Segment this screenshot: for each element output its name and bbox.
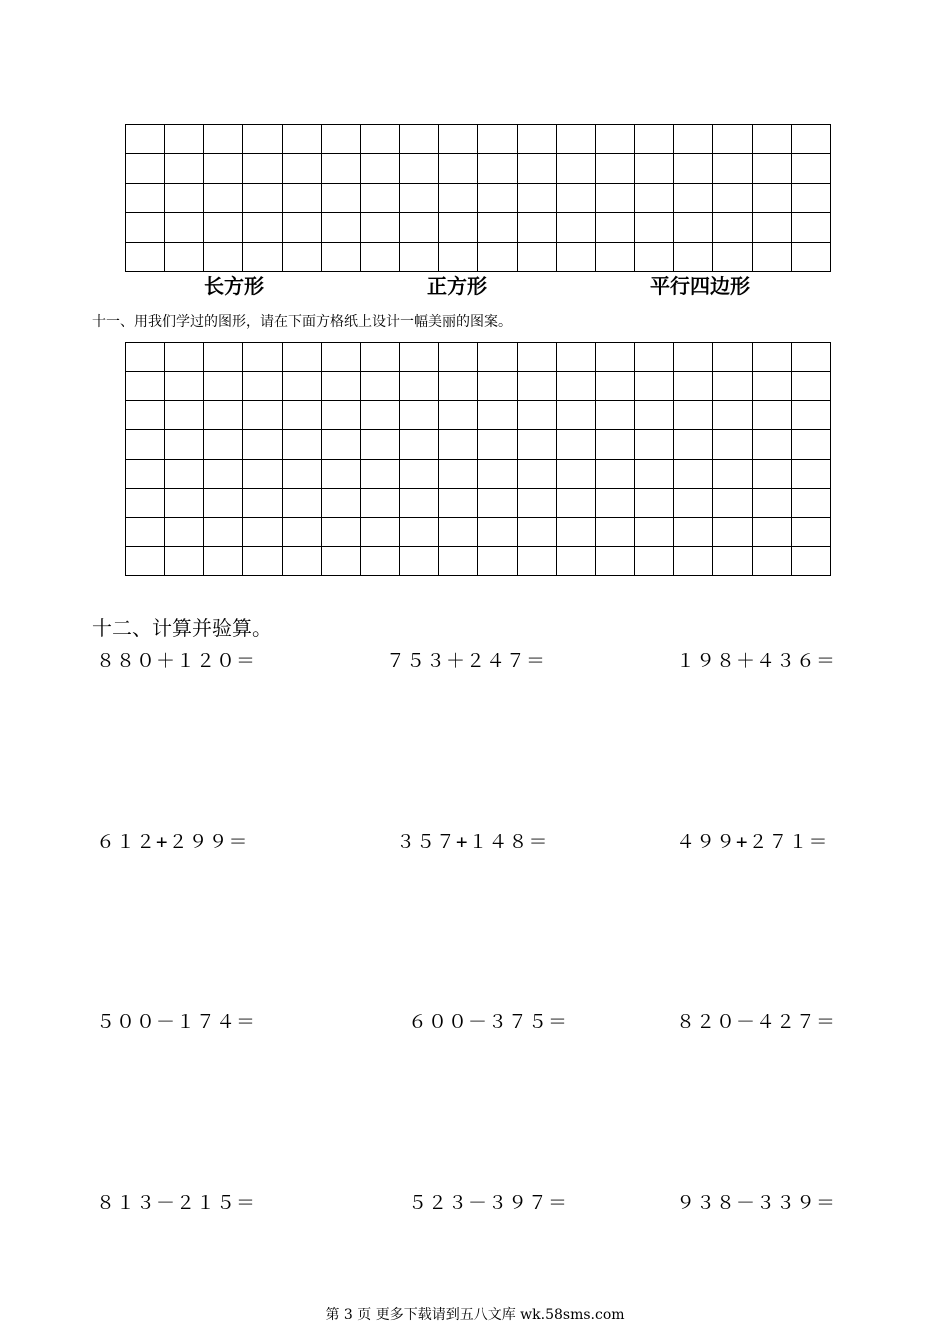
grid-cell — [752, 125, 791, 154]
grid-cell — [752, 401, 791, 430]
grid-cell — [243, 401, 282, 430]
grid-cell — [321, 401, 360, 430]
grid-cell — [360, 430, 399, 459]
grid-cell — [126, 372, 165, 401]
grid-cell — [556, 154, 595, 183]
grid-cell — [165, 459, 204, 488]
grid-cell — [400, 546, 439, 575]
grid-cell — [400, 183, 439, 212]
grid-cell — [517, 546, 556, 575]
equation-1-3: １９８＋４３６＝ — [676, 650, 837, 672]
grid-cell — [517, 183, 556, 212]
grid-cell — [126, 488, 165, 517]
grid-cell — [674, 183, 713, 212]
grid-row — [126, 213, 831, 242]
grid-cell — [478, 242, 517, 271]
grid-cell — [478, 546, 517, 575]
grid-cell — [674, 372, 713, 401]
grid-cell — [556, 372, 595, 401]
grid-cell — [635, 401, 674, 430]
grid-cell — [400, 343, 439, 372]
grid-cell — [126, 242, 165, 271]
grid-cell — [321, 430, 360, 459]
grid-cell — [439, 213, 478, 242]
grid-cell — [165, 372, 204, 401]
grid-cell — [791, 213, 830, 242]
grid-cell — [439, 242, 478, 271]
grid-cell — [517, 242, 556, 271]
grid-cell — [165, 183, 204, 212]
grid-cell — [321, 343, 360, 372]
grid-cell — [791, 430, 830, 459]
grid-cell — [713, 242, 752, 271]
grid-cell — [243, 183, 282, 212]
grid-row — [126, 343, 831, 372]
grid-cell — [595, 125, 634, 154]
grid-cell — [282, 372, 321, 401]
grid-cell — [713, 430, 752, 459]
grid-cell — [321, 154, 360, 183]
grid-cell — [635, 343, 674, 372]
grid-cell — [400, 459, 439, 488]
grid-cell — [556, 401, 595, 430]
grid-cell — [674, 343, 713, 372]
grid-cell — [439, 401, 478, 430]
grid-cell — [791, 546, 830, 575]
grid-cell — [674, 401, 713, 430]
grid-cell — [321, 372, 360, 401]
grid-cell — [204, 488, 243, 517]
grid-cell — [126, 430, 165, 459]
grid-cell — [439, 343, 478, 372]
grid-row — [126, 401, 831, 430]
question-12: 十二、计算并验算。 — [92, 616, 272, 640]
grid-cell — [204, 372, 243, 401]
grid-cell — [635, 183, 674, 212]
grid-cell — [204, 401, 243, 430]
grid-cell — [165, 546, 204, 575]
equation-2-2: ３５７+１４８＝ — [396, 831, 549, 853]
grid-cell — [517, 430, 556, 459]
equation-3-1: ５００－１７４＝ — [96, 1011, 257, 1033]
grid-cell — [165, 430, 204, 459]
grid-cell — [791, 242, 830, 271]
equation-2-1: ６１２+２９９＝ — [96, 831, 249, 853]
grid-cell — [517, 517, 556, 546]
grid-cell — [126, 213, 165, 242]
grid-cell — [165, 488, 204, 517]
grid-cell — [243, 459, 282, 488]
grid-cell — [204, 459, 243, 488]
grid-cell — [791, 459, 830, 488]
grid-cell — [478, 430, 517, 459]
grid-cell — [204, 343, 243, 372]
grid-cell — [791, 488, 830, 517]
grid-cell — [439, 372, 478, 401]
grid-cell — [556, 242, 595, 271]
grid-cell — [439, 183, 478, 212]
grid-cell — [439, 488, 478, 517]
grid-cell — [204, 183, 243, 212]
grid-cell — [556, 488, 595, 517]
grid-cell — [752, 183, 791, 212]
grid-row — [126, 183, 831, 212]
grid-cell — [595, 517, 634, 546]
grid-cell — [321, 546, 360, 575]
grid-cell — [282, 459, 321, 488]
grid-cell — [400, 125, 439, 154]
equation-4-1: ８１３－２１５＝ — [96, 1192, 257, 1214]
grid-cell — [282, 488, 321, 517]
grid-cell — [556, 343, 595, 372]
grid-cell — [478, 517, 517, 546]
grid-cell — [360, 488, 399, 517]
grid-cell — [713, 459, 752, 488]
grid-cell — [478, 183, 517, 212]
grid-paper-design — [125, 342, 831, 576]
grid-cell — [165, 154, 204, 183]
grid-cell — [243, 488, 282, 517]
grid-cell — [595, 430, 634, 459]
grid-cell — [282, 213, 321, 242]
grid-cell — [243, 213, 282, 242]
grid-cell — [282, 154, 321, 183]
grid-cell — [478, 125, 517, 154]
grid-cell — [204, 430, 243, 459]
grid-cell — [360, 154, 399, 183]
grid-row — [126, 459, 831, 488]
grid-cell — [635, 517, 674, 546]
grid-cell — [204, 213, 243, 242]
grid-cell — [595, 401, 634, 430]
grid-cell — [360, 546, 399, 575]
grid-cell — [321, 213, 360, 242]
grid-cell — [360, 459, 399, 488]
equation-2-3: ４９９+２７１＝ — [676, 831, 829, 853]
grid-cell — [635, 459, 674, 488]
grid-cell — [360, 125, 399, 154]
question-11: 十一、用我们学过的图形，请在下面方格纸上设计一幅美丽的图案。 — [92, 314, 512, 330]
grid-cell — [517, 343, 556, 372]
grid-cell — [595, 459, 634, 488]
grid-cell — [791, 517, 830, 546]
grid-cell — [791, 125, 830, 154]
grid-cell — [674, 154, 713, 183]
grid-cell — [752, 242, 791, 271]
grid-cell — [595, 372, 634, 401]
grid-cell — [360, 183, 399, 212]
grid-cell — [360, 517, 399, 546]
grid-cell — [400, 372, 439, 401]
grid-cell — [165, 517, 204, 546]
grid-row — [126, 488, 831, 517]
grid-cell — [321, 125, 360, 154]
grid-cell — [204, 125, 243, 154]
grid-cell — [439, 546, 478, 575]
grid-cell — [635, 546, 674, 575]
equation-4-2: ５２３－３９７＝ — [408, 1192, 569, 1214]
grid-cell — [517, 401, 556, 430]
grid-cell — [517, 125, 556, 154]
grid-cell — [478, 343, 517, 372]
grid-cell — [674, 430, 713, 459]
grid-cell — [439, 517, 478, 546]
grid-cell — [517, 372, 556, 401]
grid-cell — [243, 517, 282, 546]
grid-cell — [478, 213, 517, 242]
grid-cell — [478, 459, 517, 488]
grid-cell — [243, 154, 282, 183]
grid-cell — [126, 154, 165, 183]
grid-cell — [126, 401, 165, 430]
grid-cell — [752, 430, 791, 459]
grid-cell — [360, 213, 399, 242]
grid-cell — [360, 401, 399, 430]
grid-cell — [165, 125, 204, 154]
grid-cell — [713, 183, 752, 212]
equation-3-2: ６００－３７５＝ — [408, 1011, 569, 1033]
grid-cell — [360, 242, 399, 271]
grid-row — [126, 517, 831, 546]
grid-cell — [713, 488, 752, 517]
grid-cell — [204, 242, 243, 271]
grid-cell — [439, 430, 478, 459]
equation-1-1: ８８０＋１２０＝ — [96, 650, 257, 672]
grid-cell — [674, 546, 713, 575]
grid-cell — [791, 401, 830, 430]
grid-cell — [400, 154, 439, 183]
grid-cell — [321, 183, 360, 212]
grid-cell — [556, 125, 595, 154]
grid-cell — [517, 154, 556, 183]
grid-cell — [439, 459, 478, 488]
grid-cell — [321, 459, 360, 488]
label-square: 正方形 — [427, 274, 487, 298]
grid-cell — [282, 125, 321, 154]
grid-cell — [752, 517, 791, 546]
grid-cell — [595, 488, 634, 517]
grid-cell — [400, 430, 439, 459]
grid-cell — [674, 213, 713, 242]
grid-cell — [243, 546, 282, 575]
grid-cell — [282, 343, 321, 372]
grid-cell — [204, 546, 243, 575]
grid-cell — [791, 372, 830, 401]
grid-cell — [674, 488, 713, 517]
grid-cell — [713, 125, 752, 154]
grid-cell — [556, 430, 595, 459]
grid-row — [126, 242, 831, 271]
grid-cell — [282, 517, 321, 546]
grid-cell — [752, 459, 791, 488]
grid-cell — [713, 546, 752, 575]
equation-4-3: ９３８－３３９＝ — [676, 1192, 837, 1214]
grid-cell — [282, 242, 321, 271]
grid-cell — [165, 213, 204, 242]
grid-cell — [713, 401, 752, 430]
grid-row — [126, 430, 831, 459]
grid-cell — [400, 213, 439, 242]
grid-cell — [595, 343, 634, 372]
grid-cell — [791, 183, 830, 212]
grid-cell — [126, 125, 165, 154]
grid-cell — [635, 213, 674, 242]
label-rectangle: 长方形 — [204, 274, 264, 298]
grid-cell — [674, 517, 713, 546]
grid-cell — [478, 488, 517, 517]
grid-cell — [126, 183, 165, 212]
grid-cell — [595, 546, 634, 575]
grid-cell — [517, 213, 556, 242]
page-footer: 第 3 页 更多下载请到五八文库 wk.58sms.com — [325, 1307, 625, 1323]
grid-cell — [517, 459, 556, 488]
grid-cell — [400, 517, 439, 546]
grid-cell — [595, 183, 634, 212]
grid-cell — [713, 154, 752, 183]
grid-cell — [635, 488, 674, 517]
grid-row — [126, 546, 831, 575]
grid-cell — [752, 343, 791, 372]
grid-cell — [556, 546, 595, 575]
grid-row — [126, 125, 831, 154]
grid-cell — [126, 343, 165, 372]
grid-cell — [713, 213, 752, 242]
grid-cell — [556, 183, 595, 212]
grid-cell — [635, 125, 674, 154]
equation-1-2: ７５３＋２４７＝ — [386, 650, 547, 672]
grid-cell — [321, 517, 360, 546]
grid-cell — [204, 517, 243, 546]
label-parallelogram: 平行四边形 — [650, 274, 750, 298]
grid-cell — [126, 517, 165, 546]
grid-cell — [635, 242, 674, 271]
grid-cell — [478, 154, 517, 183]
grid-cell — [635, 154, 674, 183]
grid-cell — [713, 517, 752, 546]
grid-cell — [752, 154, 791, 183]
grid-cell — [752, 372, 791, 401]
grid-cell — [439, 125, 478, 154]
grid-cell — [635, 372, 674, 401]
grid-cell — [752, 546, 791, 575]
grid-cell — [713, 343, 752, 372]
grid-cell — [165, 401, 204, 430]
grid-paper-shapes — [125, 124, 831, 272]
grid-cell — [321, 488, 360, 517]
grid-cell — [282, 401, 321, 430]
equation-3-3: ８２０－４２７＝ — [676, 1011, 837, 1033]
grid-cell — [556, 517, 595, 546]
grid-cell — [635, 430, 674, 459]
grid-cell — [126, 459, 165, 488]
grid-row — [126, 372, 831, 401]
grid-cell — [243, 372, 282, 401]
grid-cell — [674, 242, 713, 271]
grid-cell — [595, 242, 634, 271]
grid-cell — [243, 242, 282, 271]
grid-cell — [791, 343, 830, 372]
grid-cell — [752, 488, 791, 517]
grid-cell — [360, 372, 399, 401]
grid-cell — [556, 459, 595, 488]
grid-cell — [400, 488, 439, 517]
grid-cell — [126, 546, 165, 575]
grid-cell — [517, 488, 556, 517]
grid-cell — [400, 242, 439, 271]
grid-cell — [752, 213, 791, 242]
grid-cell — [282, 183, 321, 212]
grid-cell — [360, 343, 399, 372]
grid-cell — [400, 401, 439, 430]
grid-cell — [478, 372, 517, 401]
grid-cell — [243, 125, 282, 154]
grid-cell — [674, 125, 713, 154]
grid-cell — [321, 242, 360, 271]
grid-cell — [595, 213, 634, 242]
grid-cell — [439, 154, 478, 183]
grid-cell — [595, 154, 634, 183]
grid-cell — [165, 343, 204, 372]
grid-cell — [204, 154, 243, 183]
grid-cell — [713, 372, 752, 401]
grid-cell — [165, 242, 204, 271]
grid-cell — [791, 154, 830, 183]
grid-cell — [282, 430, 321, 459]
grid-cell — [243, 430, 282, 459]
grid-cell — [674, 459, 713, 488]
grid-cell — [243, 343, 282, 372]
grid-cell — [556, 213, 595, 242]
grid-cell — [282, 546, 321, 575]
grid-cell — [478, 401, 517, 430]
grid-row — [126, 154, 831, 183]
